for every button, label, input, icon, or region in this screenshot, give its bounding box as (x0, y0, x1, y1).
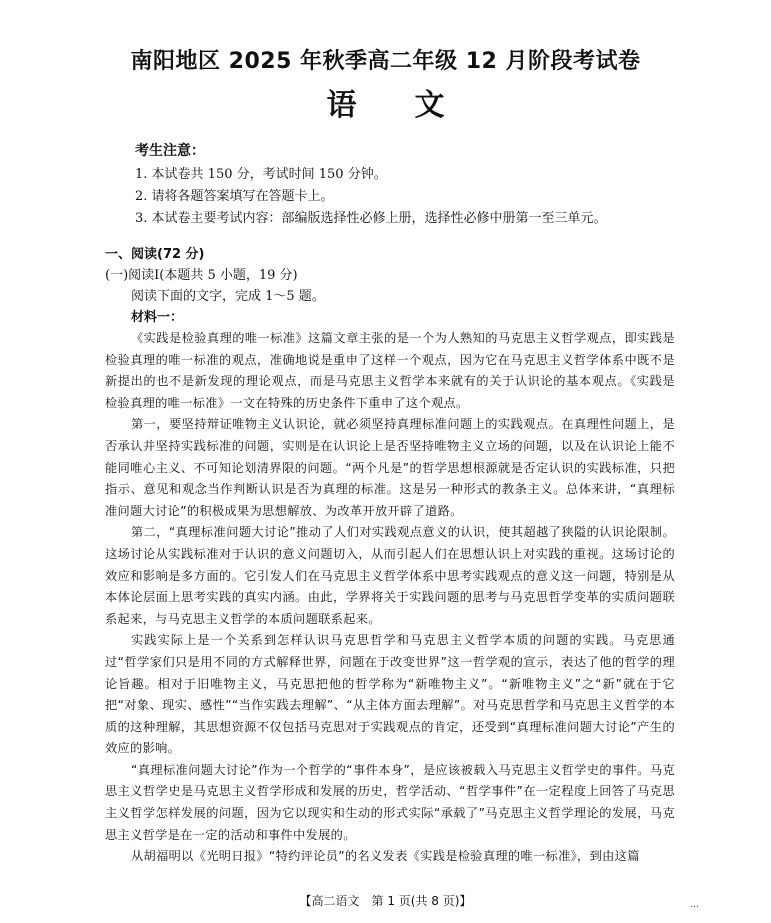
paragraph-3: 第二，“真理标准问题大讨论”推动了人们对实践观点意义的认识，使其超越了狭隘的认识论限制。这场讨论从实践标准对于认识的意义问题切入，从而引起人们在思想认识上对实践的重视。这场讨论的效应和影响是多方面的。它引发人们在马克思主义哲学体系中思考实践观点的意义这一问题，特别是从本体论层面上思考实践的真实内涵。由此，学界将关于实践问题的思考与马克思哲学变革的实质问题联系起来，与马克思主义哲学的本质问题联系起来。 (105, 525, 675, 626)
notice-item-2: 2. 请将各题答案填写在答题卡上。 (135, 189, 334, 204)
paragraph-1: 《实践是检验真理的唯一标准》这篇文章主张的是一个为人熟知的马克思主义哲学观点，即实践是检验真理的唯一标准的观点，准确地说是重申了这样一个观点，因为它在马克思主义哲学体系中既不是新提出的也不是新发现的理论观点，而是马克思主义哲学本来就有的关于认识论的基本观点。《实践是检验真理的唯一标准》一文在特殊的历史条件下重申了这个观点。 (105, 331, 675, 410)
exam-title: 南阳地区 2025 年秋季高二年级 12 月阶段考试卷 (130, 49, 641, 74)
section-heading: 一、阅读(72 分) (105, 247, 205, 262)
corner-mark: … (690, 900, 699, 910)
section-subheading: (一)阅读Ⅰ(本题共 5 小题，19 分) (105, 268, 298, 283)
instruction-text: 阅读下面的文字，完成 1～5 题。 (131, 289, 325, 304)
notice-item-1: 1. 本试卷共 150 分，考试时间 150 分钟。 (135, 167, 387, 182)
material-label: 材料一： (131, 310, 184, 325)
subject-title: 语文 (326, 88, 503, 123)
page-footer: 【高二语文 第 1 页(共 8 页)】 (299, 894, 472, 908)
notice-box (135, 140, 695, 230)
paragraph-4: 实践实际上是一个关系到怎样认识马克思哲学和马克思主义哲学本质的问题的实践。马克思通过“哲学家们只是用不同的方式解释世界，问题在于改变世界”这一哲学观的宣示，表达了他的哲学的理论旨趣。相对于旧唯物主义，马克思把他的哲学称为“新唯物主义”。“新唯物主义”之“新”就在于它把“对象、现实、感性”“当作实践去理解”、“从主体方面去理解”。对马克思哲学和马克思主义哲学的本质的这种理解，其思想资源不仅包括马克思对于实践观点的肯定，还受到“真理标准问题大讨论”产生的效应的影响。 (105, 633, 675, 756)
notice-title: 考生注意： (135, 143, 205, 159)
paragraph-2: 第一，要坚持辩证唯物主义认识论，就必须坚持真理标准问题上的实践观点。在真理性问题上，是否承认并坚持实践标准的问题，实则是在认识论上是否坚持唯物主义立场的问题，以及在认识论上能不能同唯心主义、不可知论划清界限的问题。“两个凡是”的哲学思想根源就是否定认识的实践标准，只把指示、意见和观念当作判断认识是否为真理的标准。这是另一种形式的教条主义。总体来讲，“真理标准问题大讨论”的积极成果为思想解放、为改革开放开辟了道路。 (105, 417, 675, 518)
paragraph-5: “真理标准问题大讨论”作为一个哲学的“事件本身”，是应该被载入马克思主义哲学史的事件。马克思主义哲学史是马克思主义哲学形成和发展的历史，哲学活动、“哲学事件”在一定程度上回答了马克思主义哲学怎样发展的问题，因为它以现实和生动的形式实际“承载了”马克思主义哲学理论的发展，马克思主义哲学是在一定的活动和事件中发展的。 (105, 762, 675, 842)
paragraph-6: 从胡福明以《光明日报》“特约评论员”的名义发表《实践是检验真理的唯一标准》，到由这篇 (131, 849, 640, 864)
notice-item-3: 3. 本试卷主要考试内容：部编版选择性必修上册，选择性必修中册第一至三单元。 (135, 211, 607, 226)
reading-section (105, 244, 675, 868)
